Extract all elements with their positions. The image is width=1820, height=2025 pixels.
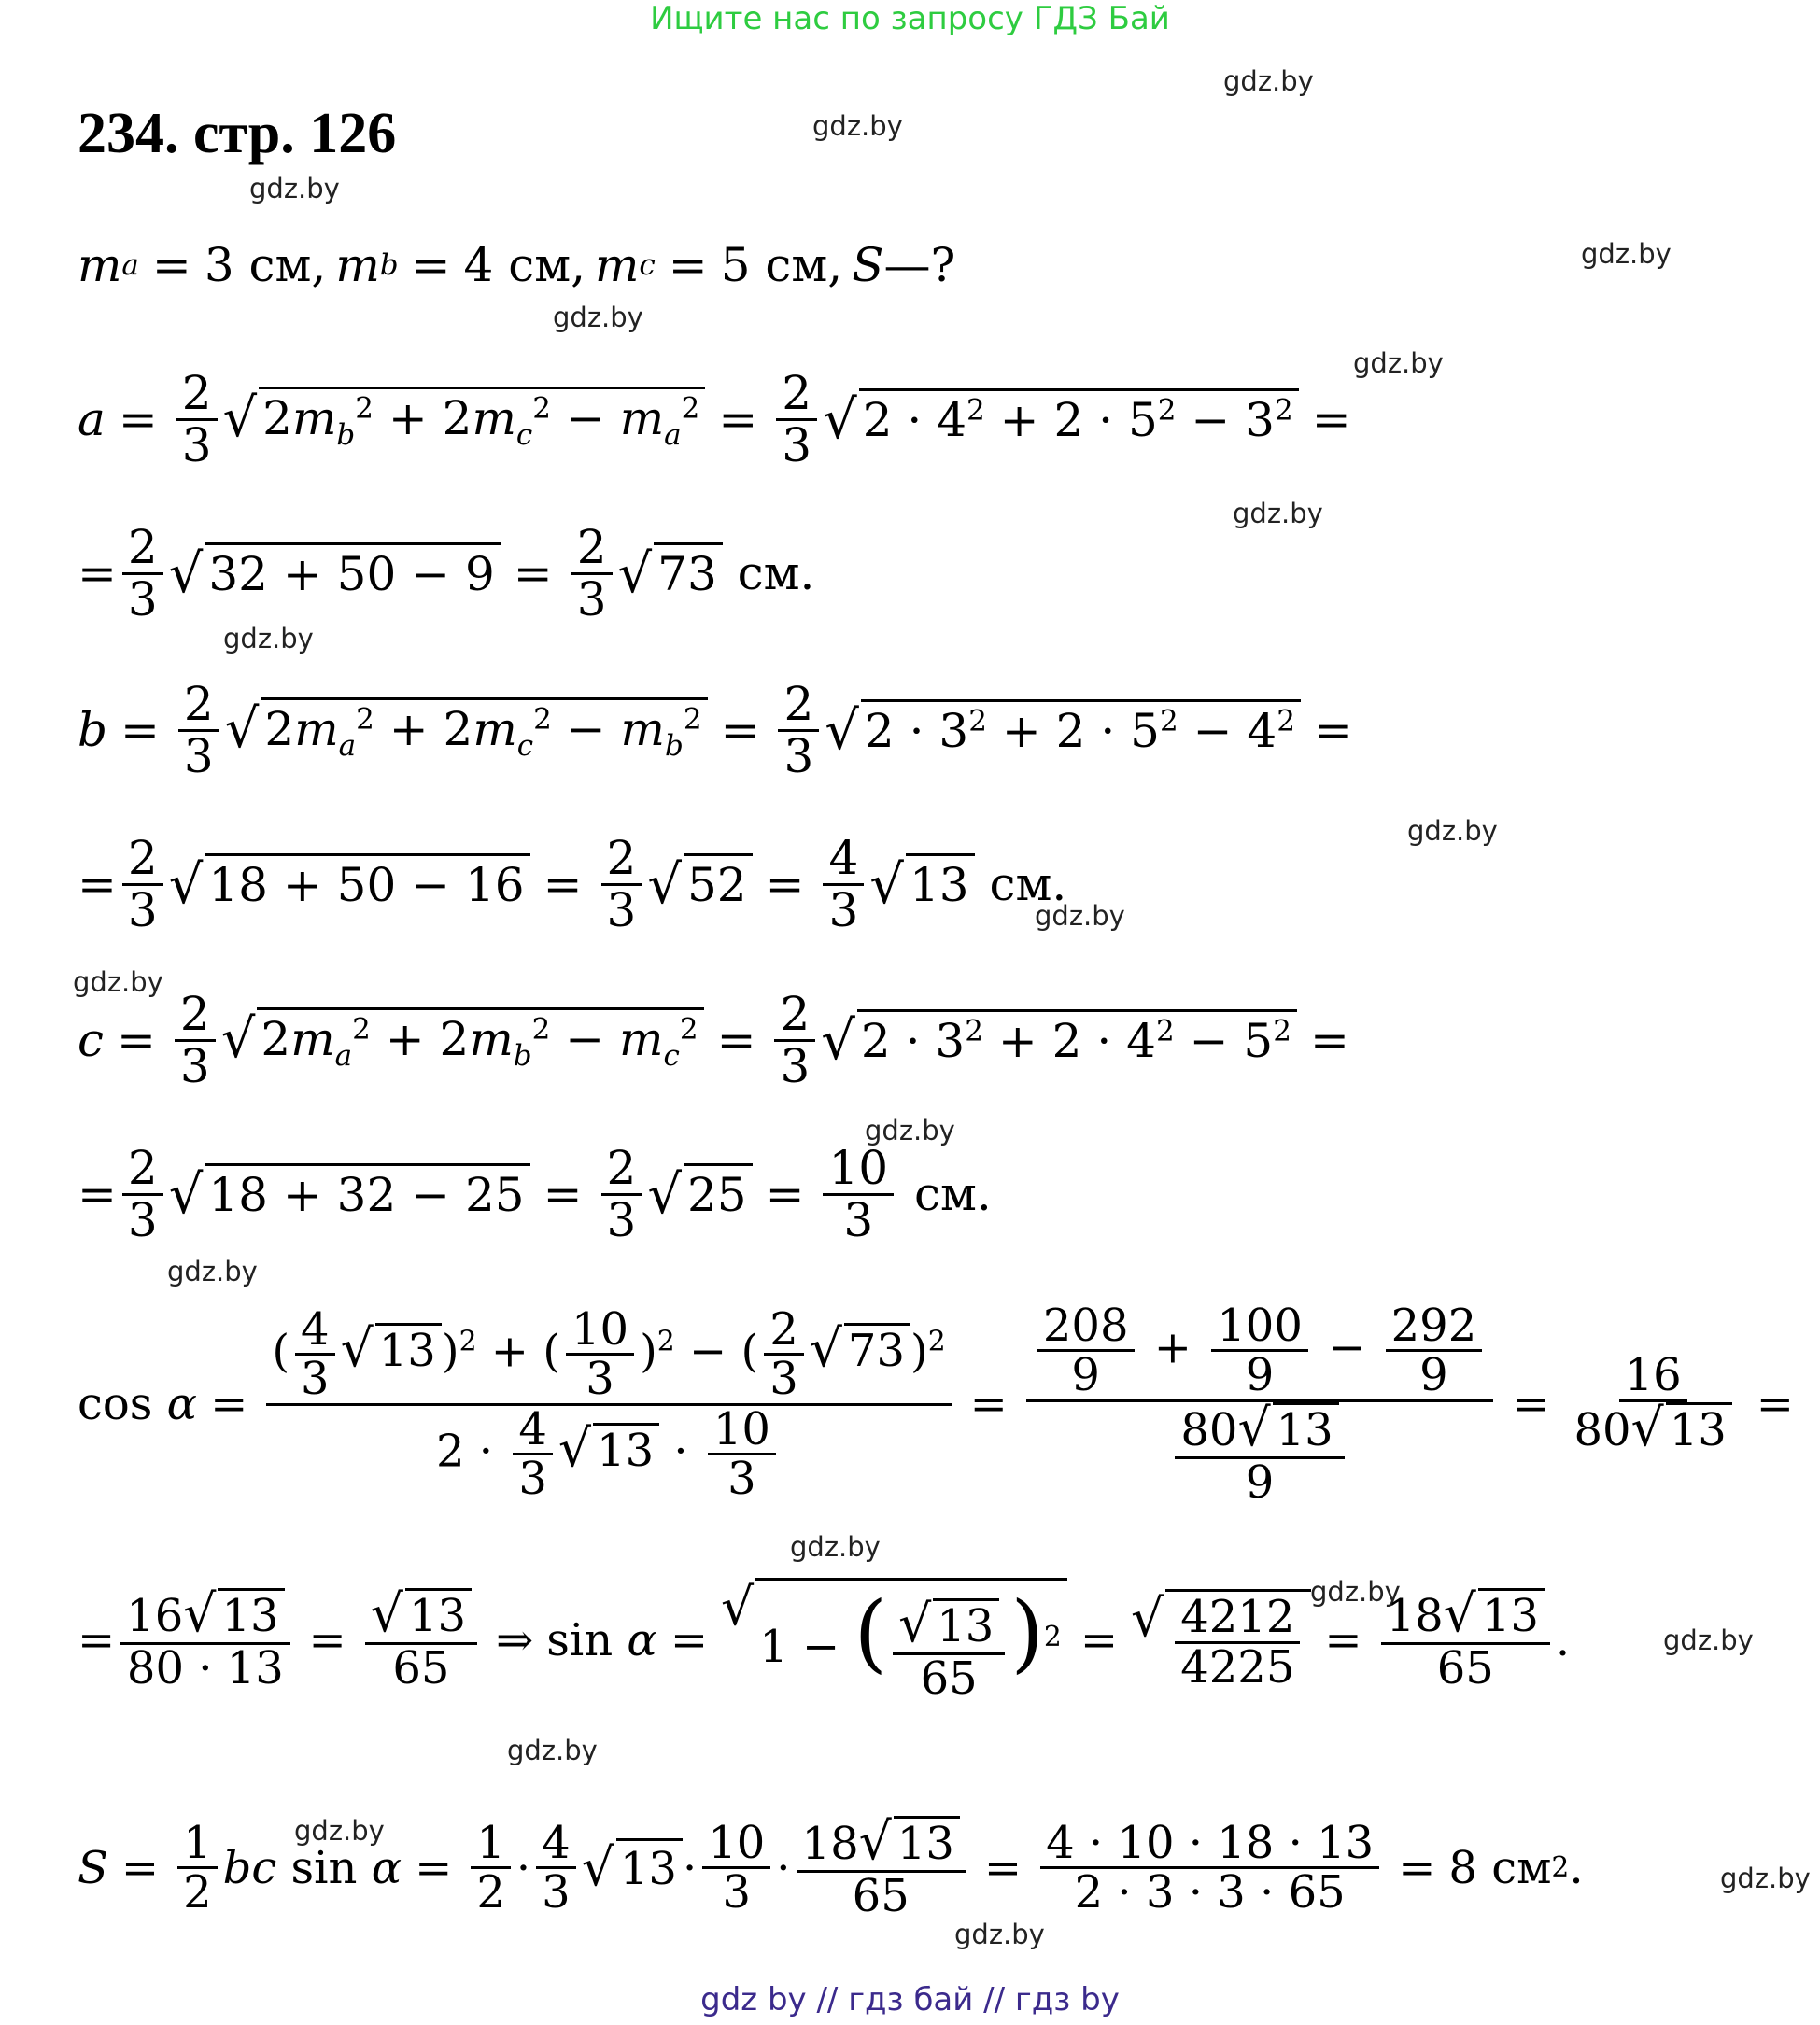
watermark: gdz.by (812, 110, 903, 142)
watermark: gdz.by (1310, 1576, 1401, 1608)
watermark: gdz.by (1223, 65, 1314, 97)
formula-a-line2: = $\frac{2}{3}$ √ 32 + 50 − 9 = $\frac{2}{3}$ √ 73 см. (78, 520, 815, 626)
formula-b-line2: = $\frac{2}{3}$ √ 18 + 50 − 16 = $\frac{2}{3}$ √ 52 = $\frac{4}{3}$ √ 13 см. (78, 831, 1067, 937)
formula-c-line1: c = $\frac{2}{3}$ √ $2m_a^2 + 2m_b^2 - m_c^2$ = $\frac{2}{3}$ √ $2 \cdot 3^2 + 2 \cdot 4^2 - 5^2$ = (78, 987, 1349, 1093)
watermark: gdz.by (507, 1735, 598, 1766)
search-banner: Ищите нас по запросу ГДЗ Бай (650, 0, 1170, 37)
footer-links[interactable]: gdz by // гдз бай // гдз by (700, 1981, 1120, 2018)
formula-c-line2: = $\frac{2}{3}$ √ 18 + 32 − 25 = $\frac{2}{3}$ √ 25 = $\frac{10}{3}$ см. (78, 1141, 992, 1247)
watermark: gdz.by (1353, 347, 1444, 379)
watermark: gdz.by (249, 173, 340, 204)
watermark: gdz.by (294, 1815, 385, 1847)
watermark: gdz.by (954, 1919, 1045, 1950)
watermark: gdz.by (223, 623, 314, 654)
formula-cos-line: cos α = ( $\frac{4}{3}$ √ 13 )$^2$ + ( $\frac{10}{3}$ )$^2$ − ( $\frac{2}{3}$ √ 73 )$^2$ 2 · $\frac{4}{3}$ √ 13 · $\frac{10}{3}$ = $\frac{208}{9}$ + $\frac{100}{9}$ − $\frac{292}{9}$ 80 √ 13 9 = 16 80 √ 13 = (78, 1300, 1794, 1509)
exercise-heading: 234. стр. 126 (78, 102, 397, 165)
watermark: gdz.by (1035, 900, 1125, 932)
formula-area-line: S = $\frac{1}{2}$ bc sin α = $\frac{1}{2}$ · $\frac{4}{3}$ √ 13 · $\frac{10}{3}$ · 18 √ 13 65 = $\frac{4 \cdot 10 \cdot 18 \cdot 13}{2 \cdot 3 \cdot 3 \cdot 65}$ = 8 см 2 . (78, 1812, 1584, 1922)
watermark: gdz.by (1663, 1624, 1754, 1656)
watermark: gdz.by (865, 1115, 955, 1146)
watermark: gdz.by (553, 302, 643, 333)
formula-sin-line: = 16 √ 13 80 · 13 = √ 13 65 ⇒ sin α = √ 1 − ( √ 13 65 )$^2$ = √ $\frac{4212}{4225}$ = 18 √ 13 65 . (78, 1578, 1571, 1705)
formula-b-line1: b = $\frac{2}{3}$ √ $2m_a^2 + 2m_c^2 - m_b^2$ = $\frac{2}{3}$ √ $2 \cdot 3^2 + 2 \cdot 5^2 - 4^2$ = (78, 677, 1353, 783)
watermark: gdz.by (1233, 498, 1323, 529)
watermark: gdz.by (1407, 815, 1498, 847)
watermark: gdz.by (790, 1531, 881, 1563)
formula-a-line1: a = $\frac{2}{3}$ √ $2m_b^2 + 2m_c^2 - m_a^2$ = $\frac{2}{3}$ √ $2 \cdot 4^2 + 2 \cdot 5^2 - 3^2$ = (78, 366, 1351, 472)
watermark: gdz.by (167, 1256, 258, 1287)
watermark: gdz.by (1720, 1863, 1811, 1894)
watermark: gdz.by (1581, 238, 1672, 270)
watermark: gdz.by (73, 966, 163, 998)
given-line: m a = 3 см, m b = 4 см, m c = 5 см, S —? (78, 238, 956, 292)
